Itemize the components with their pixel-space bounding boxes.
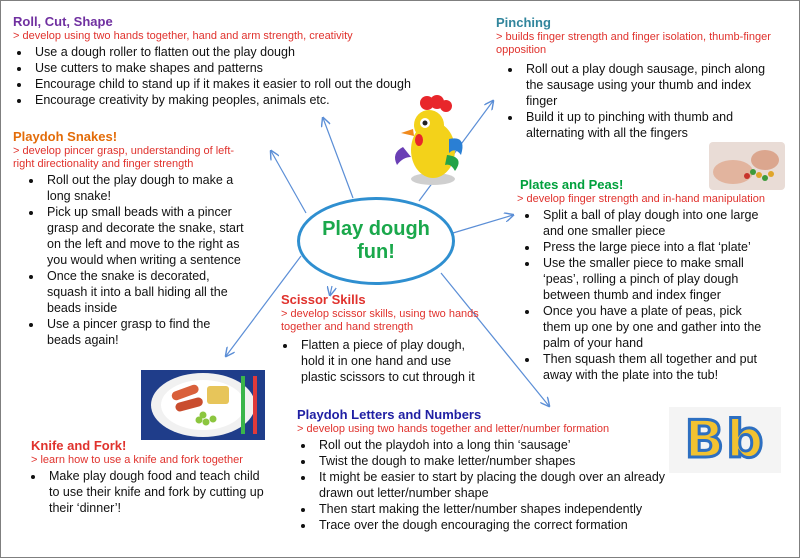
section-pinching (496, 15, 796, 141)
center-title-bubble (297, 197, 455, 285)
section-title: Plates and Peas! (520, 177, 624, 192)
bullet-list (281, 337, 506, 385)
bullet-list (13, 172, 263, 348)
list-item: • Encourage child to stand up if it makes it easier to roll out the dough (31, 76, 493, 92)
list-item: • Build it up to pinching with thumb and alternating with all the fingers (522, 109, 796, 141)
subtitle-line: right directionality and finger strength (13, 158, 194, 170)
section-playdoh-snakes (13, 129, 263, 348)
list-item: • Then squash them all together and put away with the plate into the tub! (539, 351, 799, 383)
arrow-roll (323, 118, 353, 198)
arrow-snakes (271, 151, 306, 213)
section-subtitle: > develop using two hands together, hand and arm strength, creativity (13, 30, 353, 42)
list-item: • Split a ball of play dough into one large and one smaller piece (539, 207, 799, 239)
list-item: • Pick up small beads with a pincer grasp and decorate the snake, start on the left and move to the right as you would when writing a sentence (43, 204, 263, 268)
section-subtitle: > learn how to use a knife and fork together (31, 454, 243, 466)
subtitle-line: together and hand strength (281, 321, 414, 333)
list-item: • Then start making the letter/number shapes independently (315, 501, 677, 517)
list-item: • Press the large piece into a flat ‘plate’ (539, 239, 799, 255)
section-title: Knife and Fork! (31, 438, 127, 453)
list-item: • Once the snake is decorated, squash it into a ball hiding all the beads inside (43, 268, 263, 316)
section-letters-and-numbers (297, 407, 677, 533)
list-item: • Twist the dough to make letter/number shapes (315, 453, 677, 469)
subtitle-line: > develop pincer grasp, understanding of left- (13, 145, 235, 157)
list-item: • Once you have a plate of peas, pick them up one by one and gather into the palm of your hand (539, 303, 799, 351)
section-subtitle (281, 308, 506, 334)
bullet-list (31, 468, 291, 516)
section-subtitle (496, 31, 796, 57)
play-dough-dinner-photo (141, 370, 265, 440)
section-title: Scissor Skills (281, 292, 366, 307)
list-item: • Encourage creativity by making peoples, animals etc. (31, 92, 493, 108)
section-scissor-skills (281, 292, 506, 385)
peas-hands-photo (709, 142, 785, 190)
section-subtitle (13, 145, 263, 171)
list-item: • Use cutters to make shapes and patterns (31, 60, 493, 76)
list-item: • Roll out a play dough sausage, pinch along the sausage using your thumb and index finger (522, 61, 796, 109)
subtitle-line: > builds finger strength and finger isolation, thumb-finger (496, 31, 771, 43)
list-item: • It might be easier to start by placing the dough over an already drawn out letter/number shape (315, 469, 677, 501)
section-subtitle: > develop finger strength and in-hand manipulation (517, 193, 765, 205)
arrow-plates (453, 215, 513, 233)
center-title-line: fun! (357, 241, 395, 263)
clay-rooster-image (389, 95, 467, 187)
list-item: • Roll out the play dough to make a long snake! (43, 172, 263, 204)
letters-image-text: Bb (684, 410, 766, 470)
section-plates-and-peas (517, 177, 799, 383)
section-title: Playdoh Snakes! (13, 129, 118, 144)
bullet-list (517, 207, 799, 383)
list-item: • Use the smaller piece to make small ‘peas’, rolling a pinch of play dough between thumb and index finger (539, 255, 799, 303)
section-subtitle: > develop using two hands together and letter/number formation (297, 423, 610, 435)
list-item: • Use a dough roller to flatten out the play dough (31, 44, 493, 60)
playdoh-letters-image (669, 407, 781, 473)
list-item: • Flatten a piece of play dough, hold it in one hand and use plastic scissors to cut through it (297, 337, 506, 385)
subtitle-line: opposition (496, 44, 547, 56)
section-title: Pinching (496, 15, 551, 30)
section-title: Playdoh Letters and Numbers (297, 407, 482, 422)
list-item: • Roll out the playdoh into a long thin ‘sausage’ (315, 437, 677, 453)
section-knife-and-fork (31, 438, 291, 516)
list-item: • Make play dough food and teach child to use their knife and fork by cutting up their ‘dinner’! (45, 468, 291, 516)
list-item: • Trace over the dough encouraging the correct formation (315, 517, 677, 533)
bullet-list (496, 61, 796, 141)
section-title: Roll, Cut, Shape (13, 14, 113, 29)
center-title-line: Play dough (322, 218, 430, 240)
subtitle-line: > develop scissor skills, using two hands (281, 308, 479, 320)
section-roll-cut-shape (13, 14, 493, 108)
bullet-list (297, 437, 677, 533)
list-item: • Use a pincer grasp to find the beads again! (43, 316, 263, 348)
